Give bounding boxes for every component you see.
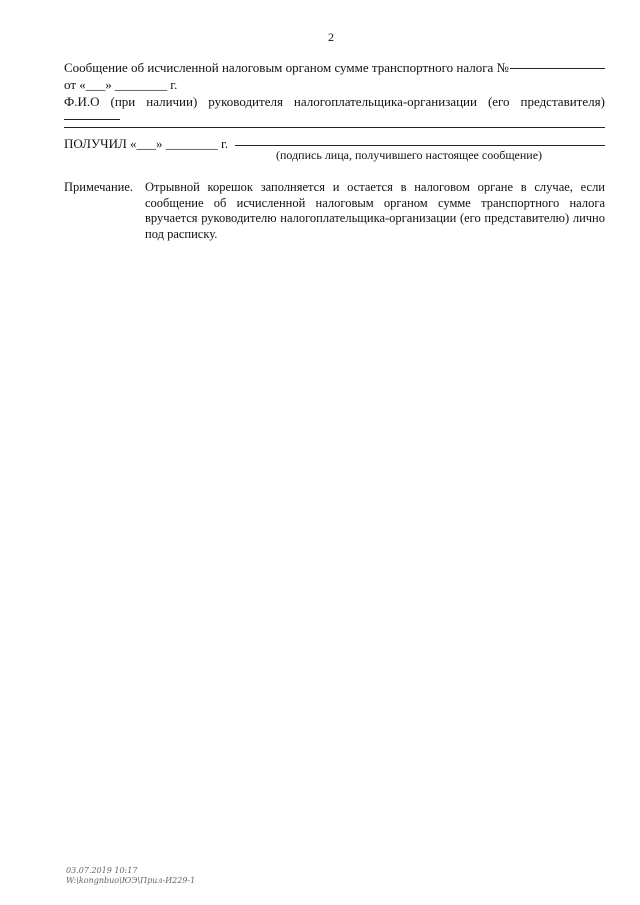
note-text: Отрывной корешок заполняется и остается в налоговом органе в случае, если сообщение об исчисленной налоговым органом сумме транспортного налога вручается руководителю налогоплательщика-организации (его представителю) лично под расписку. <box>145 180 605 241</box>
fio-word: представителя) <box>520 94 605 109</box>
signature-blank <box>235 145 605 146</box>
message-title: Сообщение об исчисленной налоговым органом сумме транспортного налога № <box>64 60 509 75</box>
fio-blank-full <box>64 127 605 128</box>
fio-word: наличии) <box>146 94 198 109</box>
received-label: ПОЛУЧИЛ «___» ________ г. <box>64 136 229 151</box>
page-number: 2 <box>328 30 334 44</box>
fio-word: руководителя <box>208 94 283 109</box>
footer-date: 03.07.2019 10:17 <box>66 866 138 875</box>
fio-word: налогоплательщика-организации <box>293 94 477 109</box>
fio-word: (его <box>487 94 510 109</box>
note-label: Примечание. <box>64 180 134 194</box>
signature-caption: (подпись лица, получившего настоящее сообщение) <box>276 148 543 162</box>
footer-path: W:\kongnbuo\ЮЭ\Прил-И229-1 <box>66 876 196 885</box>
fio-line <box>64 94 605 109</box>
message-date: от «___» ________ г. <box>64 77 178 92</box>
fio-blank-short <box>64 119 120 120</box>
fio-word: (при <box>110 94 136 109</box>
tax-number-blank <box>510 68 605 69</box>
fio-word: Ф.И.О <box>64 94 100 109</box>
